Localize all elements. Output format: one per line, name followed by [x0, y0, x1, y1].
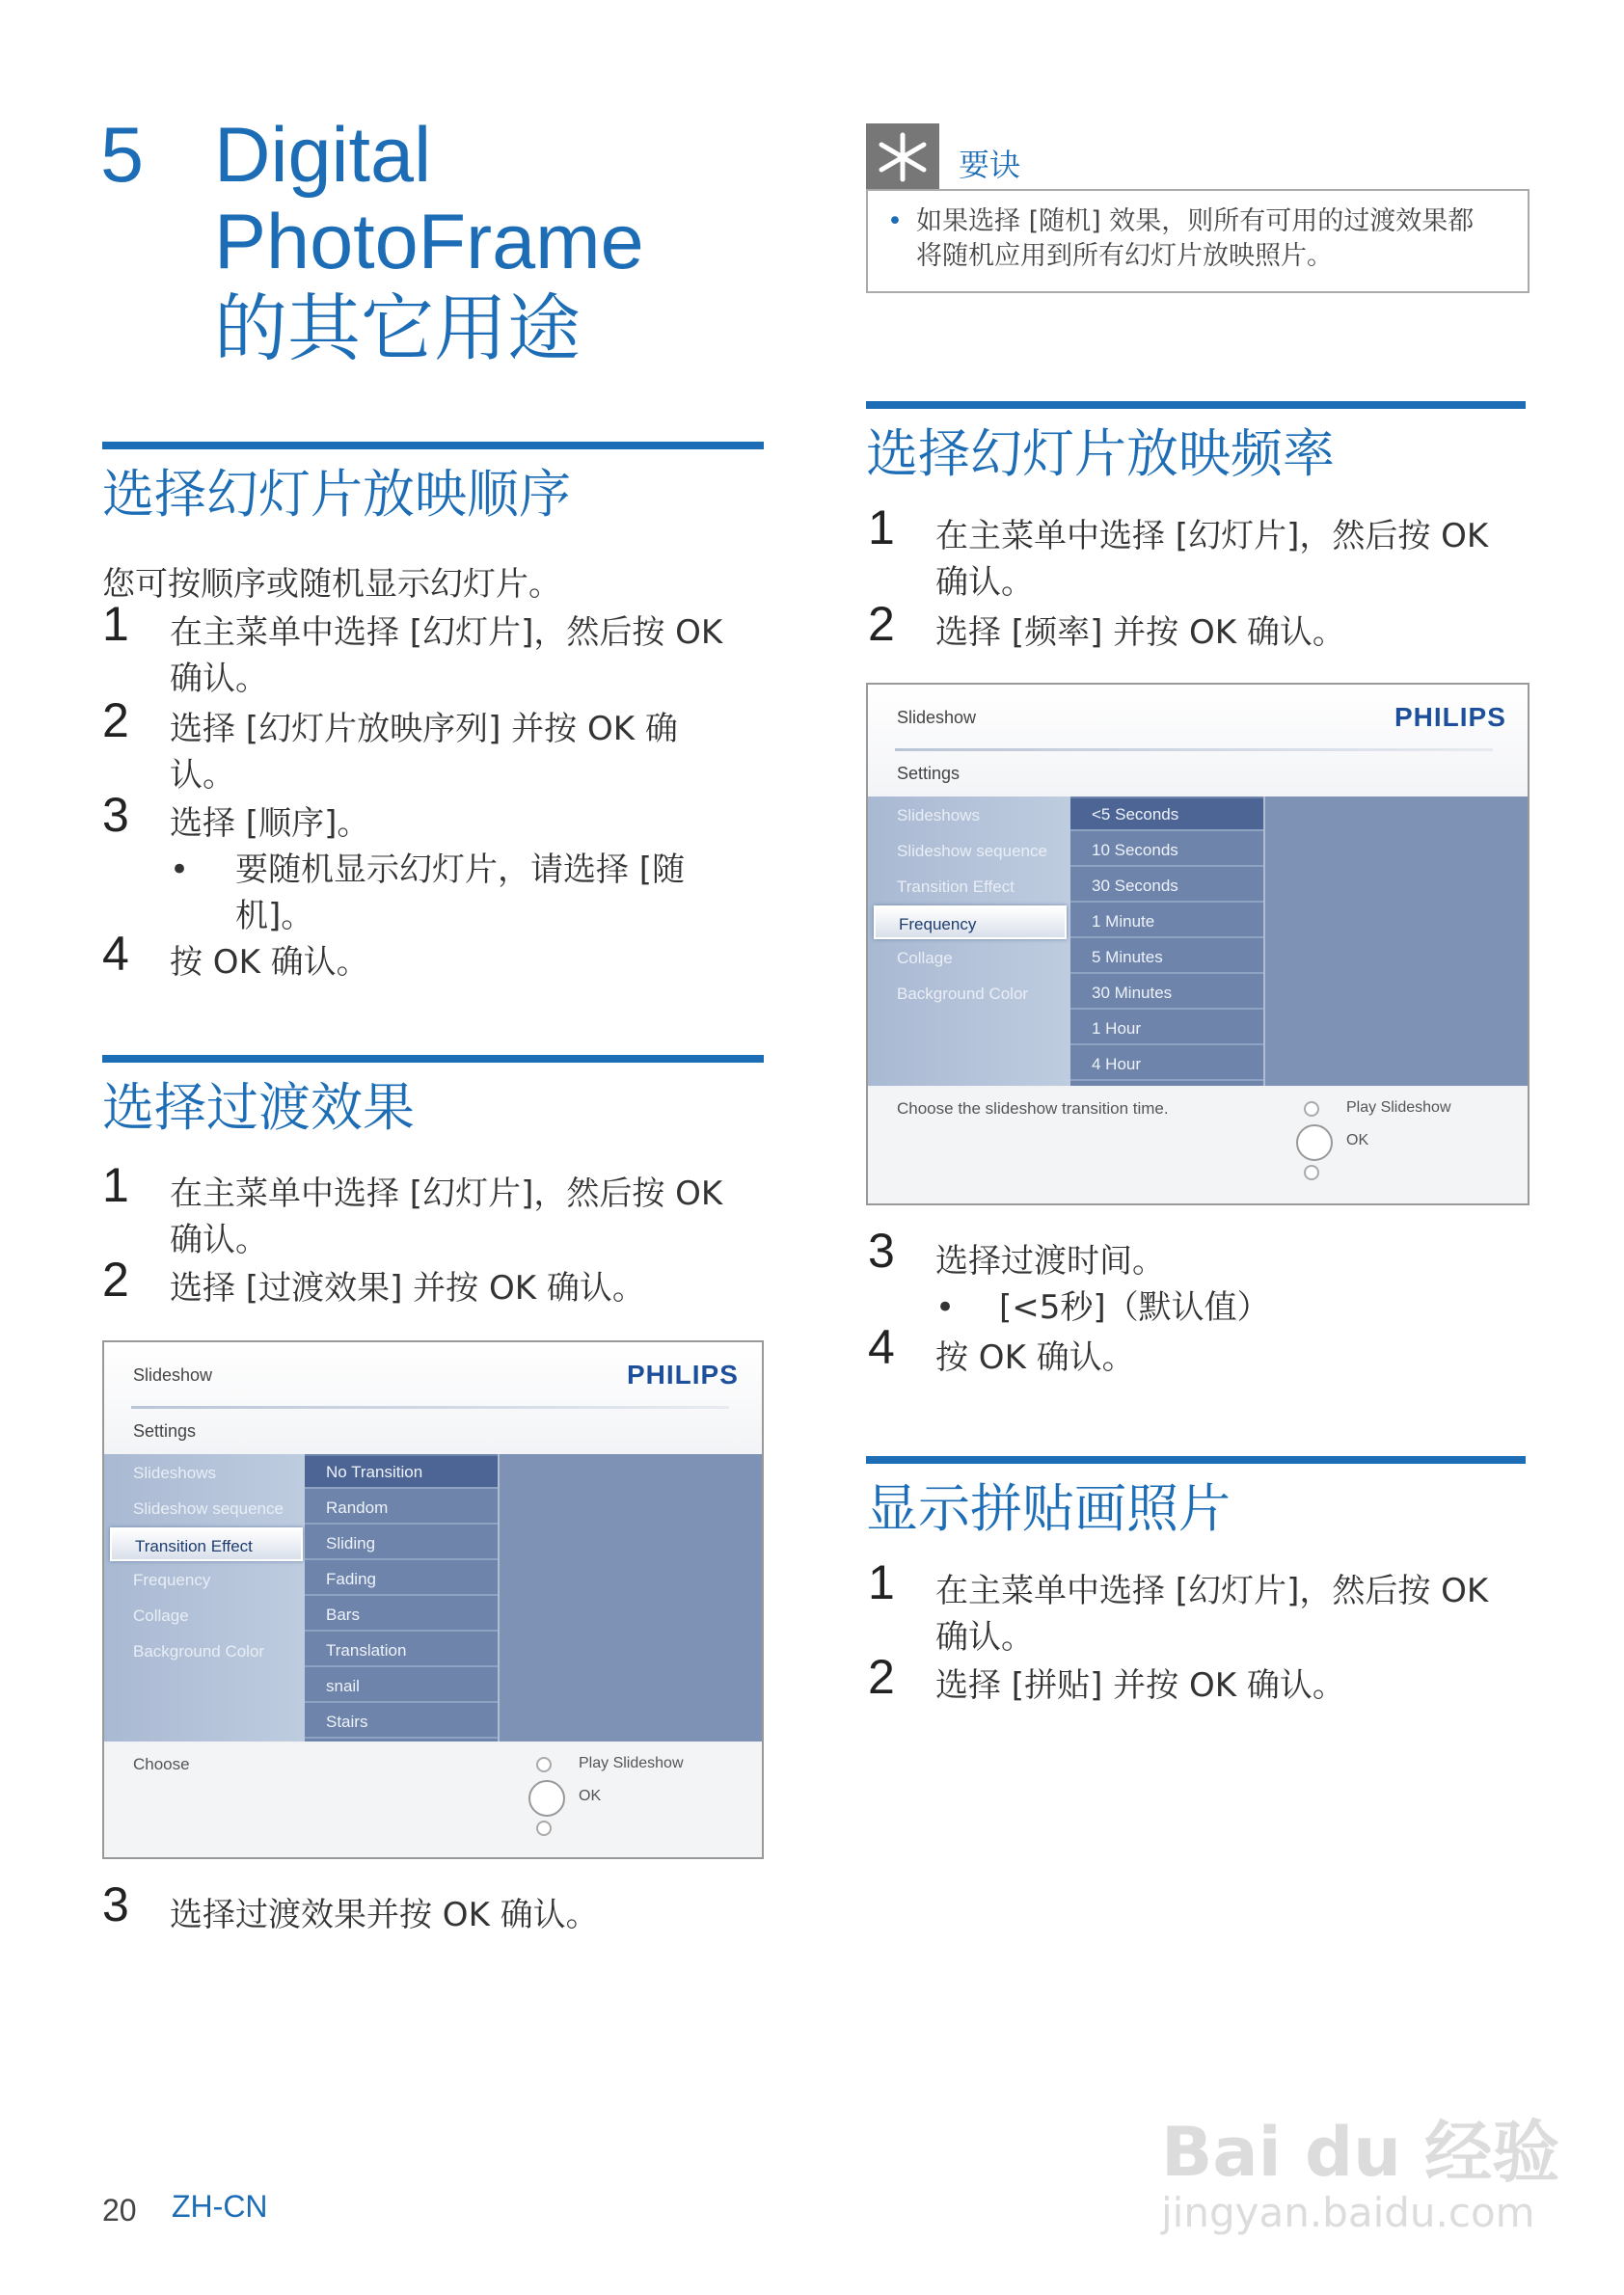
tip-text: [916, 204, 1474, 274]
chapter-number: 5: [100, 112, 145, 199]
chapter-title-line1: Digital: [214, 112, 432, 199]
submenu-item-selected[interactable]: No Transition: [305, 1456, 498, 1489]
menu-item[interactable]: Slideshows: [897, 806, 980, 824]
step-number: 2: [102, 693, 129, 747]
step-line: 选择 [幻灯片放映序列] 并按 OK 确: [170, 710, 678, 748]
screen-title: Slideshow: [897, 708, 977, 727]
menu-empty-panel: [500, 1454, 762, 1742]
screen-settings-label: Settings: [133, 1421, 197, 1441]
submenu-item[interactable]: Random: [305, 1492, 498, 1525]
device-screenshot-transition: [102, 1340, 764, 1859]
section-rule: [102, 442, 764, 449]
step-line: 在主菜单中选择 [幻灯片]，然后按 OK: [935, 1572, 1489, 1610]
screen-settings-label: Settings: [897, 764, 961, 783]
menu-item[interactable]: Transition Effect: [897, 878, 1015, 896]
step-number: 2: [102, 1253, 129, 1307]
play-slideshow-label: Play Slideshow: [579, 1755, 684, 1771]
section-title-transition: 选择过渡效果: [102, 1077, 415, 1138]
submenu-item[interactable]: 30 Minutes: [1070, 977, 1263, 1010]
language-code: ZH-CN: [172, 2189, 268, 2224]
submenu-item[interactable]: 30 Seconds: [1070, 870, 1263, 903]
tip-box: [866, 189, 1529, 293]
menu-item-selected[interactable]: Frequency: [874, 905, 1067, 939]
step-line: 认。: [170, 756, 235, 795]
submenu-item[interactable]: Fading: [305, 1563, 498, 1596]
submenu-item[interactable]: 4 Hour: [1070, 1048, 1263, 1081]
step-text: [170, 609, 722, 702]
menu-item[interactable]: Background Color: [133, 1642, 265, 1660]
bullet-text: [235, 847, 685, 939]
section-rule: [102, 1055, 764, 1063]
section-intro: 您可按顺序或随机显示幻灯片。: [102, 565, 561, 604]
submenu-item-selected[interactable]: <5 Seconds: [1070, 798, 1263, 831]
down-button-icon[interactable]: [536, 1821, 552, 1836]
up-button-icon[interactable]: [1304, 1101, 1319, 1117]
page-number: 20: [102, 2193, 137, 2228]
screen-footer: [104, 1743, 762, 1857]
submenu-item[interactable]: Sliding: [305, 1527, 498, 1560]
step-text: [170, 1171, 722, 1263]
step-number: 3: [102, 788, 129, 842]
tip-icon: [866, 123, 939, 191]
step-text: 选择 [拼贴] 并按 OK 确认。: [935, 1666, 1345, 1705]
menu-item[interactable]: Collage: [133, 1606, 189, 1625]
philips-logo: PHILIPS: [1394, 702, 1506, 732]
section-rule: [866, 1456, 1526, 1464]
menu-item[interactable]: Collage: [897, 949, 953, 967]
step-number: 4: [868, 1320, 895, 1374]
tip-title: 要诀: [959, 147, 1021, 183]
screen-title: Slideshow: [133, 1365, 213, 1385]
down-button-icon[interactable]: [1304, 1165, 1319, 1180]
submenu-item[interactable]: Stairs: [305, 1706, 498, 1739]
step-number: 1: [868, 1555, 895, 1609]
screen-rule: [895, 748, 1493, 751]
ok-button-icon[interactable]: [1296, 1124, 1333, 1161]
tip-line: 如果选择 [随机] 效果，则所有可用的过渡效果都: [916, 206, 1475, 236]
up-button-icon[interactable]: [536, 1757, 552, 1772]
ok-label: OK: [579, 1788, 602, 1804]
step-text: 按 OK 确认。: [935, 1338, 1135, 1377]
bullet-line: 机]。: [235, 897, 314, 935]
step-text: [170, 706, 678, 798]
step-line: 在主菜单中选择 [幻灯片]，然后按 OK: [170, 613, 723, 652]
step-line: 确认。: [170, 1221, 268, 1259]
submenu-panel: [1070, 796, 1263, 1086]
menu-item-selected[interactable]: Transition Effect: [110, 1527, 303, 1561]
submenu-item[interactable]: Bars: [305, 1599, 498, 1632]
section-title-order: 选择幻灯片放映顺序: [102, 464, 571, 525]
baidu-watermark-url: jingyan.baidu.com: [1161, 2189, 1535, 2236]
menu-item[interactable]: Slideshows: [133, 1464, 216, 1482]
section-title-collage: 显示拼贴画照片: [866, 1478, 1231, 1539]
step-number: 3: [868, 1224, 895, 1278]
chapter-title-line3: 的其它用途: [214, 285, 581, 371]
step-line: 确认。: [935, 563, 1034, 602]
menu-item[interactable]: Slideshow sequence: [133, 1499, 284, 1518]
menu-item[interactable]: Slideshow sequence: [897, 842, 1047, 860]
screen-footer: [868, 1088, 1528, 1203]
step-text: 选择 [顺序]。: [170, 804, 370, 843]
bullet-dot: •: [935, 1288, 956, 1327]
baidu-watermark-logo: Bai du 经验: [1161, 2113, 1560, 2192]
tip-bullet: •: [887, 206, 903, 236]
step-number: 1: [102, 597, 129, 651]
screen-hint: Choose the slideshow transition time.: [897, 1099, 1169, 1118]
step-text: 选择过渡时间。: [935, 1242, 1165, 1281]
section-rule: [866, 401, 1526, 409]
ok-label: OK: [1346, 1132, 1369, 1148]
menu-item[interactable]: Background Color: [897, 985, 1029, 1003]
step-number: 2: [868, 597, 895, 651]
submenu-item[interactable]: 1 Hour: [1070, 1012, 1263, 1045]
step-number: 1: [868, 500, 895, 554]
submenu-item[interactable]: Translation: [305, 1634, 498, 1667]
bullet-text: [<5秒]（默认值）: [999, 1288, 1270, 1327]
submenu-panel: [305, 1454, 498, 1742]
submenu-item[interactable]: 5 Minutes: [1070, 941, 1263, 974]
bullet-dot: •: [170, 850, 190, 889]
step-text: [935, 513, 1488, 606]
device-screenshot-frequency: [866, 683, 1529, 1205]
chapter-title-line2: PhotoFrame: [214, 199, 644, 285]
asterisk-icon: [866, 123, 939, 191]
section-title-frequency: 选择幻灯片放映频率: [866, 423, 1335, 484]
step-line: 在主菜单中选择 [幻灯片]，然后按 OK: [170, 1174, 723, 1213]
tip-line: 将随机应用到所有幻灯片放映照片。: [916, 241, 1333, 271]
submenu-item[interactable]: 10 Seconds: [1070, 834, 1263, 867]
screen-rule: [131, 1406, 729, 1409]
philips-logo: PHILIPS: [627, 1360, 739, 1390]
step-text: [935, 1568, 1488, 1660]
step-text: 选择 [频率] 并按 OK 确认。: [935, 613, 1345, 652]
step-number: 2: [868, 1650, 895, 1704]
play-slideshow-label: Play Slideshow: [1346, 1099, 1451, 1116]
screen-hint: Choose: [133, 1755, 190, 1773]
step-number: 1: [102, 1158, 129, 1212]
step-line: 确认。: [935, 1618, 1034, 1657]
step-number: 4: [102, 927, 129, 981]
step-number: 3: [102, 1877, 129, 1931]
bullet-line: 要随机显示幻灯片，请选择 [随: [235, 850, 686, 889]
submenu-item[interactable]: 1 Minute: [1070, 905, 1263, 938]
menu-empty-panel: [1265, 796, 1528, 1086]
step-text: 按 OK 确认。: [170, 943, 369, 982]
step-text: 选择过渡效果并按 OK 确认。: [170, 1896, 599, 1934]
step-line: 在主菜单中选择 [幻灯片]，然后按 OK: [935, 517, 1489, 555]
submenu-item[interactable]: snail: [305, 1670, 498, 1703]
step-line: 确认。: [170, 660, 268, 698]
step-text: 选择 [过渡效果] 并按 OK 确认。: [170, 1269, 645, 1308]
menu-item[interactable]: Frequency: [133, 1571, 211, 1589]
ok-button-icon[interactable]: [528, 1780, 565, 1817]
